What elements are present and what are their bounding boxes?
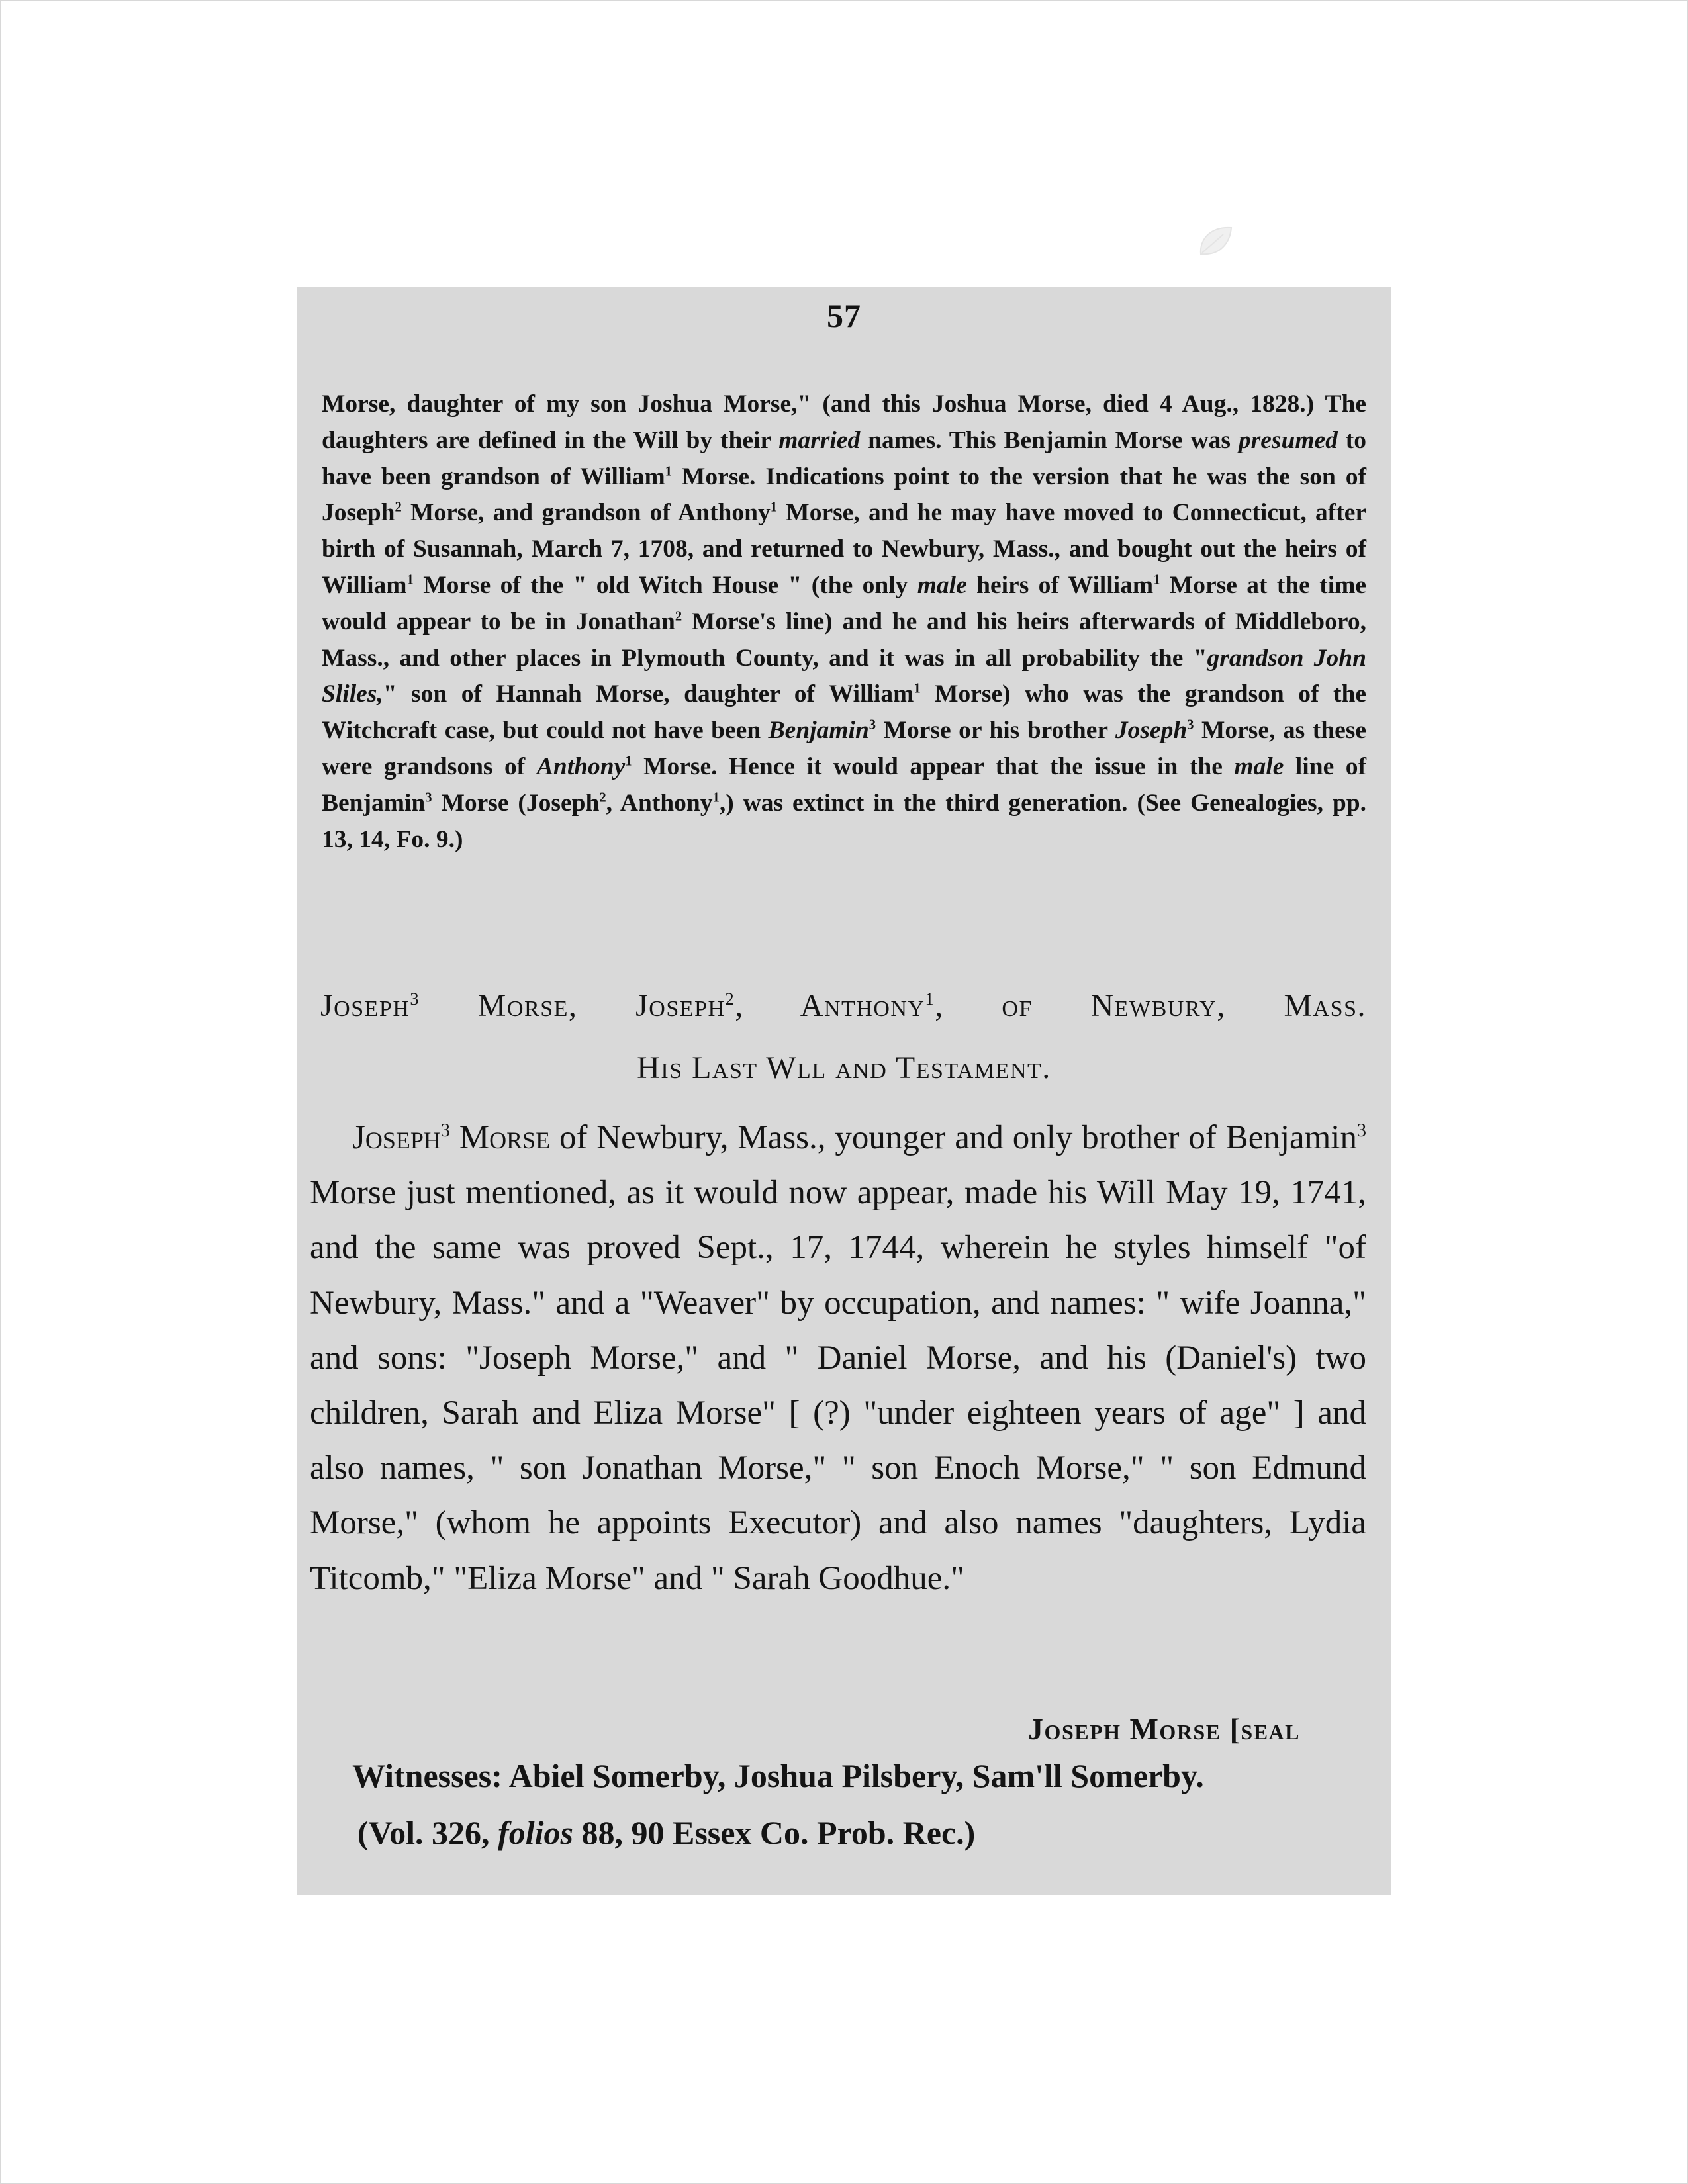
superscript: 2: [675, 609, 682, 624]
text-run: Joseph: [320, 988, 410, 1023]
superscript: 1: [1153, 572, 1160, 588]
text-run: Morse or his brother: [876, 717, 1115, 745]
superscript: 3: [1356, 1120, 1367, 1141]
text-run: Morse. Indications point to the version that he was the son of Joseph: [322, 463, 1366, 527]
page-number: 57: [827, 297, 861, 334]
superscript: 2: [395, 500, 402, 515]
text-run: 88, 90 Essex Co. Prob. Rec.): [573, 1814, 976, 1851]
italic-text: grandson John Sliles,: [322, 644, 1366, 708]
superscript: 1: [665, 464, 673, 479]
text-run: Morse, as these were grandsons of: [322, 717, 1366, 780]
superscript: 3: [1187, 717, 1194, 733]
superscript: 1: [712, 790, 720, 805]
footnote-paragraph: [322, 387, 1366, 858]
probate-reference: [357, 1813, 1364, 1852]
text-run: Morse, and he may have moved to Connecticut, after birth of Susannah, March 7, 1708, and returned to Newbury, Mass., and bought out the heirs of William: [322, 499, 1366, 599]
text-run: (Vol. 326,: [357, 1814, 498, 1851]
superscript: 1: [770, 500, 778, 515]
text-run: Morse at the time would appear to be in Jonathan: [322, 571, 1366, 635]
text-run: Morse) who was the grandson of the Witchcraft case, but could not have been: [322, 680, 1366, 745]
italic-text: folios: [498, 1814, 573, 1851]
italic-text: male: [1234, 752, 1284, 780]
superscript: 3: [868, 717, 876, 733]
text-run: , of Newbury, Mass.: [935, 988, 1366, 1023]
text-run: Morse's line) and he and his heirs afterwards of Middleboro, Mass., and other places in Plymouth County, and it was in all probability the ": [322, 608, 1366, 672]
leaf-watermark-icon: [1197, 224, 1235, 258]
text-run: , Anthony: [606, 789, 713, 817]
text-run: [450, 1119, 459, 1156]
superscript: 1: [406, 572, 414, 588]
italic-text: Joseph: [1115, 717, 1188, 745]
superscript: 3: [410, 989, 420, 1009]
superscript: 1: [925, 989, 935, 1009]
scanned-page: [297, 287, 1391, 1895]
superscript: 1: [914, 681, 921, 696]
will-heading: His Last Wll and Testament.: [637, 1050, 1051, 1085]
italic-text: Benjamin: [768, 717, 869, 745]
italic-text: married: [778, 426, 861, 454]
genealogy-heading: [320, 987, 1366, 1024]
text-run: Morse, Joseph: [420, 988, 726, 1023]
small-caps-text: Morse: [459, 1119, 551, 1156]
text-run: Morse (Joseph: [432, 789, 600, 817]
text-run: , Anthony: [735, 988, 925, 1023]
text-run: " son of Hannah Morse, daughter of William: [383, 680, 914, 708]
italic-text: presumed: [1238, 426, 1338, 454]
text-run: ,) was extinct in the third generation. (See Genealogies, pp. 13, 14, Fo. 9.): [322, 789, 1366, 853]
text-run: names. This Benjamin Morse was: [860, 426, 1239, 454]
will-paragraph: [310, 1111, 1366, 1606]
small-caps-text: Joseph: [352, 1119, 441, 1156]
text-run: Morse just mentioned, as it would now appear, made his Will May 19, 1741, and the same was proved Sept., 17, 1744, wherein he styles himself "of Newbury, Mass." and a "Weaver" by occupation, and names: " wife Joanna," and sons: "Joseph Morse," and " Daniel Morse, and his (Daniel's) two children, Sarah and Eliza Morse" [ (?) "under eighteen years of age" ] and also names, " son Jonathan Morse," " son Enoch Morse," " son Edmund Morse," (whom he appoints Executor) and also names "daughters, Lydia Titcomb," "Eliza Morse" and " Sarah Goodhue.": [310, 1174, 1366, 1597]
superscript: 3: [440, 1120, 450, 1141]
italic-text: male: [917, 571, 967, 599]
text-run: Morse, daughter of my son Joshua Morse," (and this Joshua Morse, died 4 Aug., 1828.) The daughters are defined in the Will by their: [322, 390, 1366, 454]
signature-line: Joseph Morse [seal: [1028, 1712, 1300, 1746]
witnesses-line: Witnesses: Abiel Somerby, Joshua Pilsbery, Sam'll Somerby.: [352, 1757, 1204, 1794]
text-run: heirs of William: [966, 571, 1154, 599]
superscript: 2: [599, 790, 606, 805]
text-run: of Newbury, Mass., younger and only brother of Benjamin: [550, 1119, 1357, 1156]
superscript: 1: [625, 754, 632, 769]
text-run: Morse of the " old Witch House " (the only: [413, 571, 917, 599]
superscript: 2: [725, 989, 735, 1009]
text-run: Morse. Hence it would appear that the issue in the: [632, 752, 1235, 780]
superscript: 3: [425, 790, 432, 805]
italic-text: Anthony: [536, 752, 626, 780]
text-run: to have been grandson of William: [322, 426, 1367, 490]
text-run: line of Benjamin: [322, 752, 1366, 817]
text-run: Morse, and grandson of Anthony: [401, 499, 771, 527]
